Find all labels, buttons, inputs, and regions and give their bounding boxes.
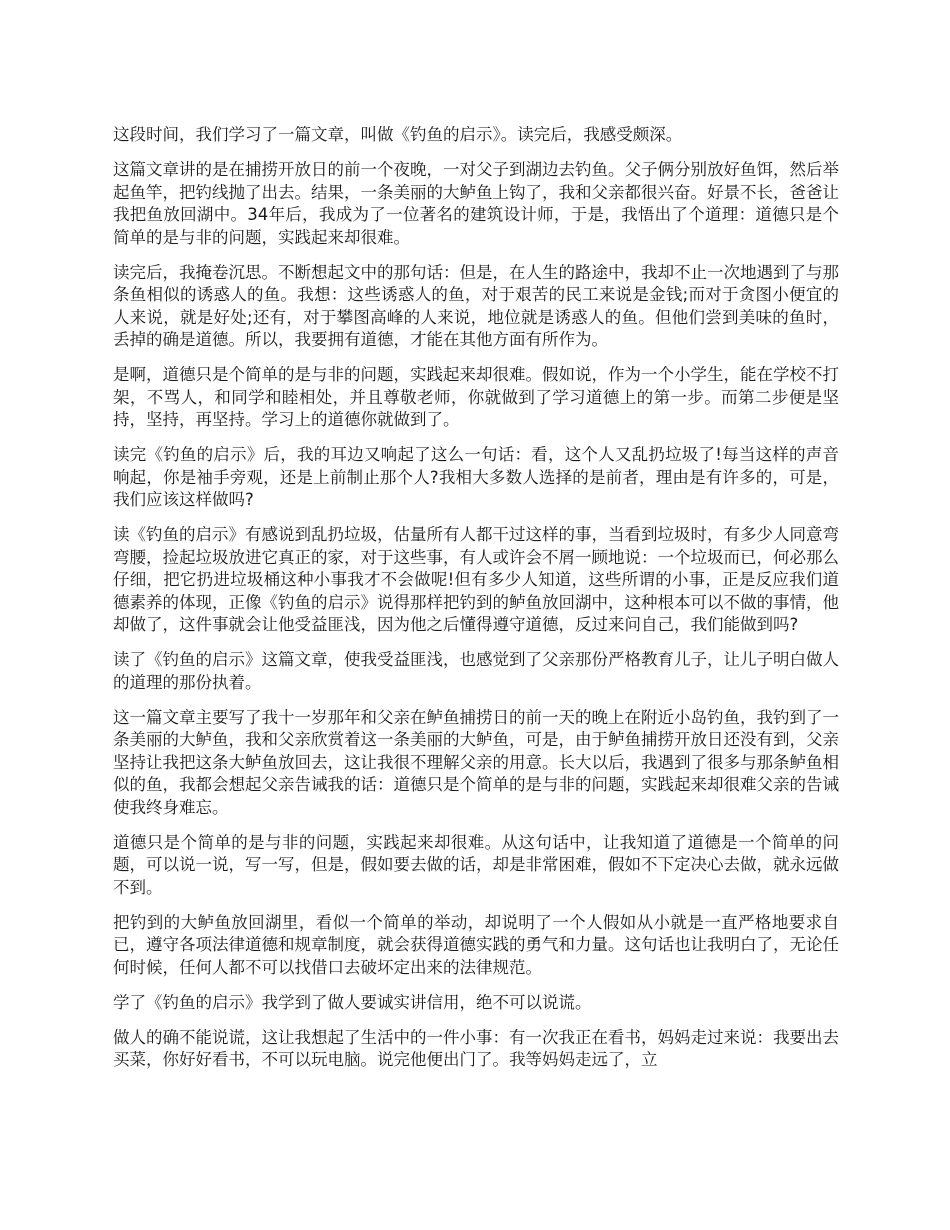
paragraph-8: 这一篇文章主要写了我十一岁那年和父亲在鲈鱼捕捞日的前一天的晚上在附近小岛钓鱼，我钓到了一条美丽的大鲈鱼，我和父亲欣赏着这一条美丽的大鲈鱼，可是，由于鲈鱼捕捞开放日还没有到，父亲坚持让我把这条大鲈鱼放回去，这让我很不理解父亲的用意。长大以后，我遇到了很多与那条鲈鱼相似的鱼，我都会想起父亲告诫我的话：道德只是个简单的是与非的问题，实践起来却很难父亲的告诫使我终身难忘。 — [113, 707, 839, 817]
paragraph-5: 读完《钓鱼的启示》后，我的耳边又响起了这么一句话：看，这个人又乱扔垃圾了!每当这样的声音响起，你是袖手旁观，还是上前制止那个人?我相大多数人选择的是前者，理由是有许多的，可是，我们应该这样做吗? — [113, 445, 839, 509]
paragraph-2: 这篇文章讲的是在捕捞开放日的前一个夜晚，一对父子到湖边去钓鱼。父子俩分别放好鱼饵，然后举起鱼竿，把钓线抛了出去。结果，一条美丽的大鲈鱼上钩了，我和父亲都很兴奋。好景不长，爸爸让我把鱼放回湖中。34年后，我成为了一位著名的建筑设计师，于是，我悟出了个道理：道德只是个简单的是与非的问题，实践起来却很难。 — [113, 160, 839, 247]
paragraph-1: 这段时间，我们学习了一篇文章，叫做《钓鱼的启示》。读完后，我感受颇深。 — [113, 125, 683, 144]
paragraph-4: 是啊，道德只是个简单的是与非的问题，实践起来却很难。假如说，作为一个小学生，能在学校不打架，不骂人，和同学和睦相处，并且尊敬老师，你就做到了学习道德上的第一步。而第二步便是坚持，坚持，再坚持。学习上的道德你就做到了。 — [113, 365, 839, 429]
paragraph-10: 把钓到的大鲈鱼放回湖里，看似一个简单的举动，却说明了一个人假如从小就是一直严格地要求自已，遵守各项法律道德和规章制度，就会获得道德实践的勇气和力量。这句话也让我明白了，无论任何时候，任何人都不可以找借口去破坏定出来的法律规范。 — [113, 912, 839, 977]
paragraph-11: 学了《钓鱼的启示》我学到了做人要诚实讲信用，绝不可以说谎。 — [113, 992, 592, 1012]
document-body — [113, 124, 839, 1084]
paragraph-12: 做人的确不能说谎，这让我想起了生活中的一件小事：有一次我正在看书，妈妈走过来说：我要出去买菜，你好好看书，不可以玩电脑。说完他便出门了。我等妈妈走远了，立 — [113, 1027, 839, 1069]
paragraph-3: 读完后，我掩卷沉思。不断想起文中的那句话：但是，在人生的路途中，我却不止一次地遇到了与那条鱼相似的诱惑人的鱼。我想：这些诱惑人的鱼，对于艰苦的民工来说是金钱;而对于贪图小便宜的人来说，就是好处;还有，对于攀图高峰的人来说，地位就是诱惑人的鱼。但他们尝到美味的鱼时，丢掉的确是道德。所以，我要拥有道德，才能在其他方面有所作为。 — [113, 262, 839, 349]
paragraph-9: 道德只是个简单的是与非的问题，实践起来却很难。从这句话中，让我知道了道德是一个简单的问题，可以说一说，写一写，但是，假如要去做的话，却是非常困难，假如不下定决心去做，就永远做不到。 — [113, 832, 839, 897]
paragraph-7: 读了《钓鱼的启示》这篇文章，使我受益匪浅，也感觉到了父亲那份严格教育儿子，让儿子明白做人的道理的那份执着。 — [113, 650, 839, 692]
paragraph-6: 读《钓鱼的启示》有感说到乱扔垃圾，估量所有人都干过这样的事，当看到垃圾时，有多少人同意弯弯腰，捡起垃圾放进它真正的家，对于这些事，有人或许会不屑一顾地说：一个垃圾而已，何必那么仔细，把它扔进垃圾桶这种小事我才不会做呢!但有多少人知道，这些所谓的小事，正是反应我们道德素养的体现，正像《钓鱼的启示》说得那样把钓到的鲈鱼放回湖中，这种根本可以不做的事情，他却做了，这件事就会让他受益匪浅，因为他之后懂得遵守道德，反过来问自己，我们能做到吗? — [113, 525, 839, 634]
